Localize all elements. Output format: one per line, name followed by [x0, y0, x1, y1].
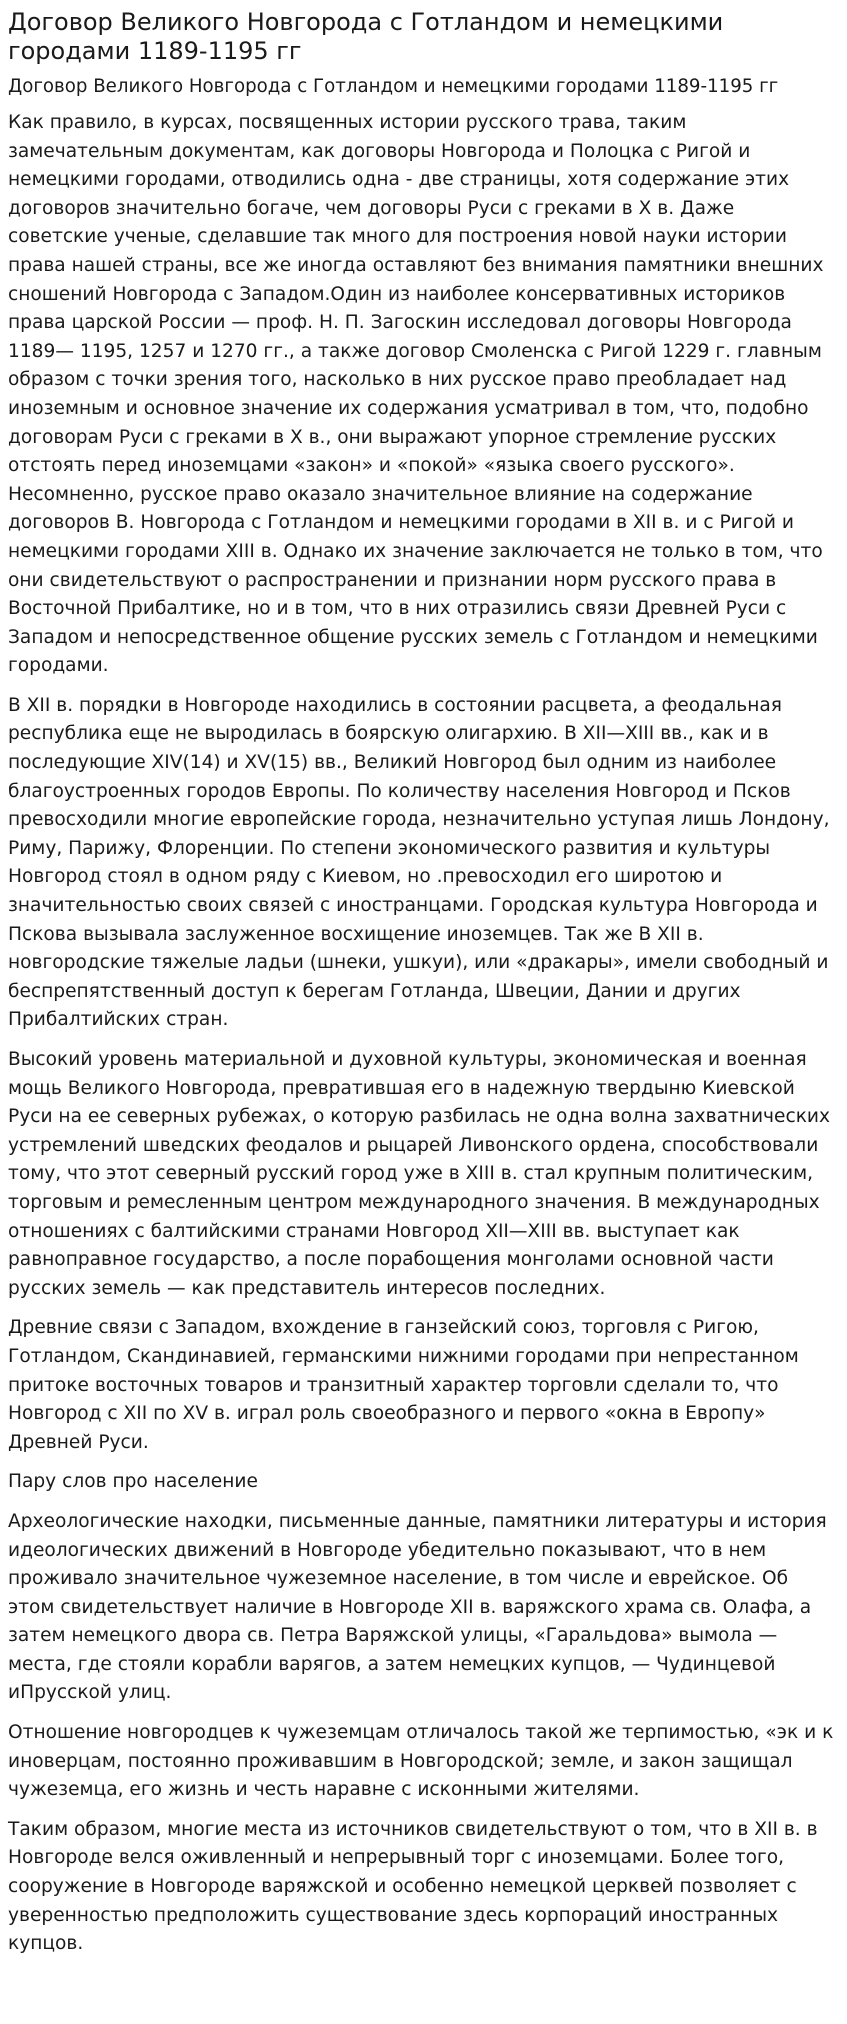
- paragraph-culture-and-power: Высокий уровень материальной и духовной культуры, экономическая и военная мощь Великого Новгорода, превратившая его в надежную твердыню Киевской Руси на ее северных рубежах, о которую разбилась не одна волна захватнических устремлений шведских феодалов и рыцарей Ливонского ордена, способствовали тому, что этот северный русский город уже в XIII в. стал крупным политическим, торговым и ремесленным центром международного значения. В международных отношениях с балтийскими странами Новгород XII—XIII вв. выступает как равноправное государство, а после порабощения монголами основной части русских земель — как представитель интересов последних.: [8, 1049, 831, 1299]
- page-title: Договор Великого Новгорода с Готландом и немецкими городами 1189-1195 гг: [8, 8, 724, 65]
- paragraph-conclusion: Таким образом, многие места из источников свидетельствуют о том, что в XII в. в Новгороде велся оживленный и непрерывный торг с иноземцами. Более того, сооружение в Новгороде варяжской и особенно немецкой церквей позволяет с уверенностью предположить существование здесь корпораций иностранных купцов.: [8, 1818, 818, 1955]
- paragraph-foreign-population: Археологические находки, письменные данные, памятники литературы и история идеологических движений в Новгороде убедительно показывают, что в нем проживало значительное чужеземное население, в том числе и еврейское. Об этом свидетельствует наличие в Новгороде XII в. варяжского храма св. Олафа, а затем немецкого двора св. Петра Варяжской улицы, «Гаральдова» вымола — места, где стояли корабли варягов, а затем немецких купцов, — Чудинцевой иПрусской улиц.: [8, 1510, 827, 1704]
- paragraph-window-to-europe: Древние связи с Западом, вхождение в ганзейский союз, торговля с Ригою, Готландом, Скандинавией, германскими нижними городами при непрестанном притоке восточных товаров и транзитный характер торговли сделали то, что Новгород с XII по XV в. играл роль своеобразного и первого «окна в Европу» Древней Руси.: [8, 1317, 799, 1453]
- article-body: [8, 109, 839, 1959]
- paragraph-novgorod-12th-century: В XII в. порядки в Новгороде находились в состоянии расцвета, а феодальная республика еще не выродилась в боярскую олигархию. В XII—XIII вв., как и в последующие XIV(14) и XV(15) вв., Великий Новгород был одним из наиболее благоустроенных городов Европы. По количеству населения Новгород и Псков превосходили многие европейские города, незначительно уступая лишь Лондону, Риму, Парижу, Флоренции. По степени экономического развития и культуры Новгород стоял в одном ряду с Киевом, но .превосходил его широтою и значительностью своих связей с иностранцами. Городская культура Новгорода и Пскова вызывала заслуженное восхищение иноземцев. Так же В XII в. новгородские тяжелые ладьи (шнеки, ушкуи), или «дракары», имели свободный и беспрепятственный доступ к берегам Готланда, Швеции, Дании и других Прибалтийских стран.: [8, 694, 830, 1031]
- article-subtitle: Договор Великого Новгорода с Готландом и немецкими городами 1189-1195 гг: [8, 76, 779, 97]
- section-heading-population: Пару слов про население: [8, 1471, 258, 1493]
- paragraph-tolerance: Отношение новгородцев к чужеземцам отличалось такой же терпимостью, «эк и к иноверцам, постоянно проживавшим в Новгородской; земле, и закон защищал чужеземца, его жизнь и честь наравне с исконными жителями.: [8, 1722, 834, 1801]
- paragraph-intro: Как правило, в курсах, посвященных истории русского трава, таким замечательным документам, как договоры Новгорода и Полоцка с Ригой и немецкими городами, отводились одна - две страницы, хотя содержание этих договоров значительно богаче, чем договоры Руси с греками в X в. Даже советские ученые, сделавшие так много для построения новой науки истории права нашей страны, все же иногда оставляют без внимания памятники внешних сношений Новгорода с Западом.Один из наиболее консервативных историков права царской России — проф. Н. П. Загоскин исследовал договоры Новгорода 1189— 1195, 1257 и 1270 гг., а также договор Смоленска с Ригой 1229 г. главным образом с точки зрения того, насколько в них русское право преобладает над иноземным и основное значение их содержания усматривал в том, что, подобно договорам Руси с греками в X в., они выражают упорное стремление русских отстоять перед иноземцами «закон» и «покой» «языка своего русского». Несомненно, русское право оказало значительное влияние на содержание договоров В. Новгорода с Готландом и немецкими городами в XII в. и с Ригой и немецкими городами XIII в. Однако их значение заключается не только в том, что они свидетельствуют о распространении и признании норм русского права в Восточной Прибалтике, но и в том, что в них отразились связи Древней Руси с Западом и непосредственное общение русских земель с Готландом и немецкими городами.: [8, 112, 824, 677]
